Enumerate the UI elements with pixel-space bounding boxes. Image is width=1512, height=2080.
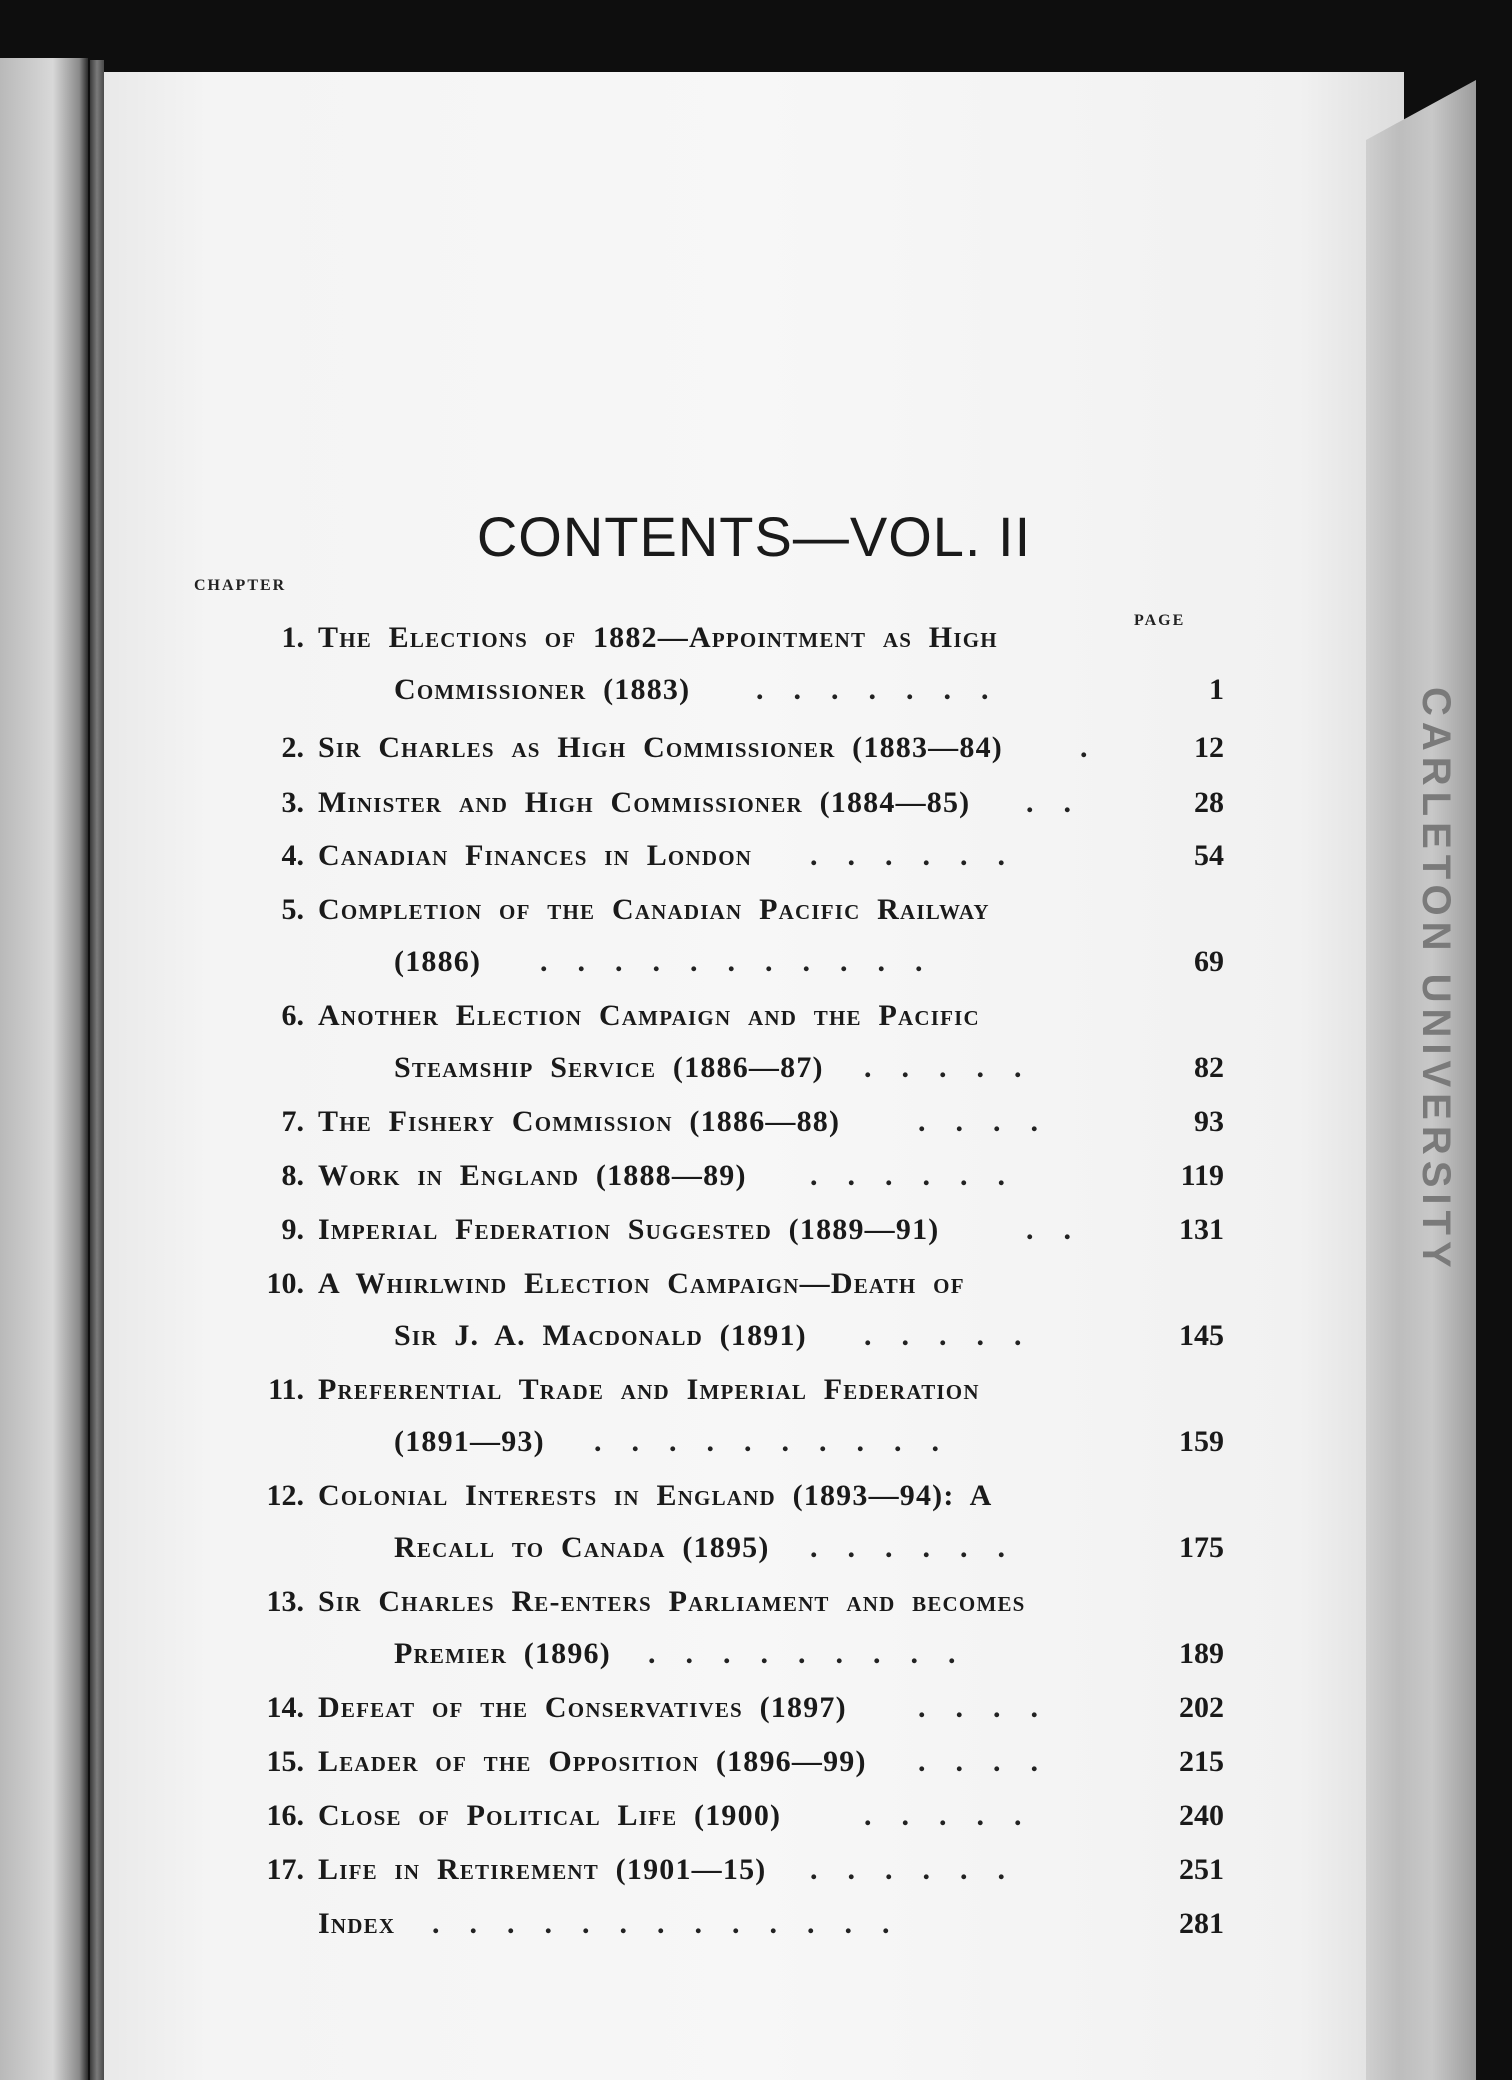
dot-leader: ......... <box>648 1637 986 1670</box>
chapter-title-continued: Premier (1896) <box>394 1637 611 1670</box>
toc-entry <box>244 1096 1244 1148</box>
page-number: 82 <box>1194 1051 1224 1084</box>
dot-leader: .......... <box>594 1425 969 1458</box>
chapter-number: 16. <box>266 1799 304 1832</box>
chapter-number: 8. <box>281 1159 304 1192</box>
dot-leader: ..... <box>864 1051 1052 1084</box>
page-number: 281 <box>1179 1907 1224 1940</box>
chapter-number: 12. <box>266 1479 304 1512</box>
page-column-label: PAGE <box>1134 612 1186 629</box>
chapter-number: 4. <box>281 839 304 872</box>
toc-entry <box>244 1790 1244 1842</box>
toc-entry <box>244 990 1244 1096</box>
dot-leader: ..... <box>864 1799 1052 1832</box>
page-number: 175 <box>1179 1531 1224 1564</box>
chapter-number: 11. <box>268 1373 304 1406</box>
page-number: 240 <box>1179 1799 1224 1832</box>
chapter-number: 15. <box>266 1745 304 1778</box>
chapter-title: A Whirlwind Election Campaign—Death of <box>318 1267 965 1300</box>
dot-leader: .. <box>1026 786 1101 819</box>
chapter-title: Canadian Finances in London <box>318 839 753 872</box>
toc-entry <box>244 884 1244 990</box>
book-gutter <box>90 60 104 2080</box>
page-title: CONTENTS—VOL. II <box>476 505 1032 568</box>
toc-entry <box>244 1844 1244 1896</box>
chapter-number: 1. <box>281 621 304 654</box>
toc-entry <box>244 1736 1244 1788</box>
chapter-title: Defeat of the Conservatives (1897) <box>318 1691 847 1724</box>
chapter-number: 13. <box>266 1585 304 1618</box>
toc-entry <box>244 612 1244 718</box>
chapter-title: The Fishery Commission (1886—88) <box>318 1105 841 1138</box>
library-stamp: CARLETON UNIVERSITY <box>1414 686 1458 1274</box>
page-number: 12 <box>1194 731 1224 764</box>
chapter-number: 5. <box>281 893 304 926</box>
chapter-number: 2. <box>281 731 304 764</box>
toc-entry <box>244 1682 1244 1734</box>
chapter-title: Work in England (1888—89) <box>318 1159 747 1192</box>
chapter-title: Preferential Trade and Imperial Federation <box>318 1373 980 1406</box>
book-page <box>104 72 1404 2080</box>
page-number: 202 <box>1179 1691 1224 1724</box>
dot-leader: .. <box>1026 1213 1101 1246</box>
page-number: 189 <box>1179 1637 1224 1670</box>
chapter-number: 7. <box>281 1105 304 1138</box>
chapter-title-continued: Sir J. A. Macdonald (1891) <box>394 1319 807 1352</box>
dot-leader: ........... <box>540 945 953 978</box>
page-number: 119 <box>1180 1159 1224 1192</box>
chapter-title: Another Election Campaign and the Pacific <box>318 999 980 1032</box>
dot-leader: . <box>1080 731 1118 764</box>
chapter-title: Sir Charles Re-enters Parliament and becomes <box>318 1585 1026 1618</box>
chapter-number: 9. <box>281 1213 304 1246</box>
chapter-title: Close of Political Life (1900) <box>318 1799 782 1832</box>
dot-leader: ...... <box>810 1531 1035 1564</box>
page-number: 159 <box>1179 1425 1224 1458</box>
dot-leader: ...... <box>810 1159 1035 1192</box>
page-number: 251 <box>1179 1853 1224 1886</box>
dot-leader: ...... <box>810 1853 1035 1886</box>
toc-entry <box>244 1576 1244 1682</box>
chapter-column-label: CHAPTER <box>194 577 287 594</box>
page-number: 69 <box>1194 945 1224 978</box>
toc-entry <box>244 1364 1244 1470</box>
page-number: 215 <box>1179 1745 1224 1778</box>
chapter-title: Completion of the Canadian Pacific Railway <box>318 893 990 926</box>
facing-page-edge <box>0 58 88 2080</box>
page-number: 131 <box>1179 1213 1224 1246</box>
dot-leader: ....... <box>756 673 1019 706</box>
dot-leader: ...... <box>810 839 1035 872</box>
chapter-number: 10. <box>266 1267 304 1300</box>
chapter-number: 6. <box>281 999 304 1032</box>
chapter-title-continued: (1886) <box>394 945 482 978</box>
toc-entry <box>244 1204 1244 1256</box>
chapter-number: 17. <box>266 1853 304 1886</box>
page-number: 93 <box>1194 1105 1224 1138</box>
chapter-title: The Elections of 1882—Appointment as High <box>318 621 998 654</box>
chapter-title: Imperial Federation Suggested (1889—91) <box>318 1213 940 1246</box>
toc-entry <box>244 830 1244 882</box>
dot-leader: .... <box>918 1691 1068 1724</box>
dot-leader: .... <box>918 1745 1068 1778</box>
page-number: 54 <box>1194 839 1224 872</box>
chapter-title-continued: (1891—93) <box>394 1425 545 1458</box>
toc-entry <box>244 1898 1244 1950</box>
chapter-title: Leader of the Opposition (1896—99) <box>318 1745 867 1778</box>
dot-leader: ..... <box>864 1319 1052 1352</box>
page-number: 145 <box>1179 1319 1224 1352</box>
chapter-title-continued: Recall to Canada (1895) <box>394 1531 770 1564</box>
chapter-title: Colonial Interests in England (1893—94): A <box>318 1479 993 1512</box>
toc-entry <box>244 777 1244 829</box>
chapter-title: Life in Retirement (1901—15) <box>318 1853 767 1886</box>
toc-entry <box>244 1150 1244 1202</box>
dot-leader: ............. <box>432 1907 920 1940</box>
page-number: 28 <box>1194 786 1224 819</box>
dot-leader: .... <box>918 1105 1068 1138</box>
chapter-title: Index <box>318 1907 396 1940</box>
toc-entry <box>244 1258 1244 1364</box>
toc-entry <box>244 1470 1244 1576</box>
page-number: 1 <box>1209 673 1224 706</box>
chapter-title: Sir Charles as High Commissioner (1883—84) <box>318 731 1003 764</box>
toc-entry <box>244 722 1244 774</box>
chapter-title-continued: Steamship Service (1886—87) <box>394 1051 824 1084</box>
chapter-title: Minister and High Commissioner (1884—85) <box>318 786 971 819</box>
chapter-number: 14. <box>266 1691 304 1724</box>
chapter-number: 3. <box>281 786 304 819</box>
chapter-title-continued: Commissioner (1883) <box>394 673 691 706</box>
